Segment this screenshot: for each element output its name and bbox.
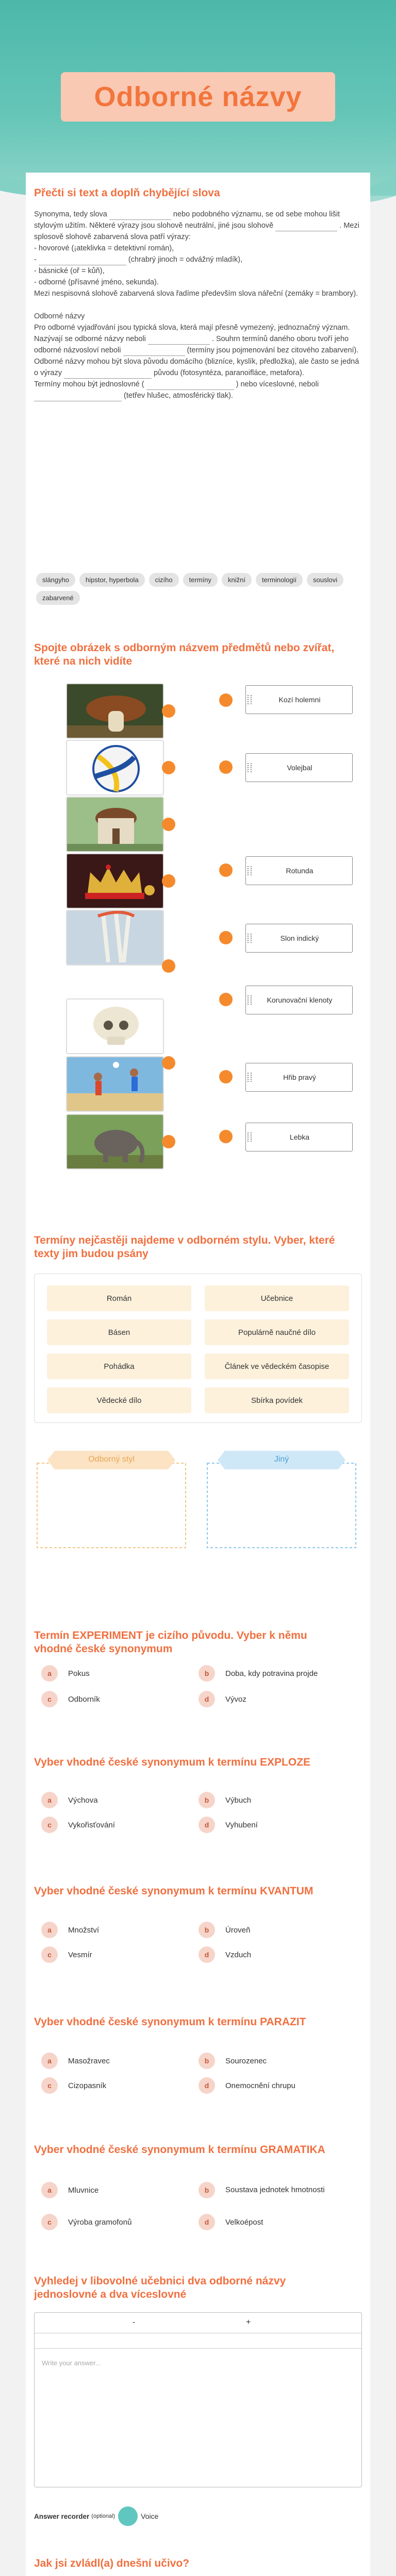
option-d[interactable] — [199, 1817, 258, 1833]
text-span: (tetřev hlušec, atmosférický tlak). — [124, 392, 233, 400]
option-d[interactable] — [199, 2077, 295, 2094]
option-text: Množství — [68, 1925, 100, 1935]
option-text: Vzduch — [225, 1950, 252, 1959]
voice-button-label[interactable]: Voice — [141, 2512, 159, 2520]
option-letter: b — [199, 1792, 215, 1808]
option-a[interactable] — [41, 2182, 98, 2198]
option-letter: d — [199, 2214, 215, 2230]
q3-heading: Vyber vhodné české synonymum k termínu KVANTUM — [34, 1885, 314, 1897]
text-span: (termíny jsou pojmenování bez citového zabarvení). — [187, 346, 359, 354]
answer-input[interactable] — [35, 2349, 361, 2487]
elephant-image — [66, 1114, 164, 1170]
match-dot-right[interactable] — [219, 1130, 233, 1143]
option-text: Velkoépost — [225, 2217, 263, 2227]
option-text: Vyhubení — [225, 1820, 258, 1829]
option-text: Soustava jednotek hmotnosti — [225, 2185, 325, 2194]
text-span: - odborné (přísavné jméno, sekunda). — [34, 278, 159, 286]
option-letter: d — [199, 1691, 215, 1707]
option-letter: b — [199, 2053, 215, 2069]
section-3-heading: Termíny nejčastěji najdeme v odborném stylu. Vyber, které texty jim budou psány — [34, 1234, 335, 1260]
match-dot-right[interactable] — [219, 863, 233, 877]
crown-jewels-image — [66, 853, 164, 909]
ball-image — [66, 740, 164, 795]
option-letter: a — [41, 1665, 58, 1682]
option-b[interactable] — [199, 2182, 353, 2198]
answer-label: Lebka — [289, 1133, 310, 1141]
option-text: Pokus — [68, 1669, 90, 1678]
option-letter: b — [199, 1665, 215, 1682]
recorder-label: Answer recorder — [34, 2512, 90, 2520]
option-letter: b — [199, 1922, 215, 1938]
option-c[interactable] — [41, 2077, 106, 2094]
text-span: Termíny mohou být jednoslovné ( — [34, 380, 144, 388]
option-letter: a — [41, 1922, 58, 1938]
title-banner — [61, 72, 335, 122]
rotunda-image — [66, 796, 164, 852]
q7-heading: Jak jsi zvládl(a) dnešní učivo? — [34, 2557, 190, 2569]
column-plus: + — [246, 2318, 251, 2327]
option-text: Odborník — [68, 1694, 100, 1704]
word-chip[interactable]: souslovi — [307, 573, 343, 587]
section-1-heading: Přečti si text a doplň chybějící slova — [34, 187, 220, 199]
option-d[interactable] — [199, 1691, 246, 1707]
option-a[interactable] — [41, 1665, 90, 1682]
microphone-icon[interactable] — [118, 2506, 138, 2526]
text-span: Odborné názvy — [34, 312, 85, 320]
option-letter: c — [41, 1946, 58, 1963]
answer-table-row — [35, 2333, 361, 2349]
q2-heading: Vyber vhodné české synonymum k termínu EXPLOZE — [34, 1756, 311, 1768]
option-c[interactable] — [41, 1691, 100, 1707]
text-span: ) nebo víceslovné, neboli — [236, 380, 319, 388]
sort-item[interactable]: Pohádka — [47, 1353, 191, 1379]
answer-placeholder: Write your answer... — [42, 2359, 101, 2367]
word-chip[interactable]: cizího — [149, 573, 179, 587]
word-chip[interactable]: knižní — [222, 573, 252, 587]
match-dot-right[interactable] — [219, 1070, 233, 1083]
option-letter: b — [199, 2182, 215, 2198]
answer-label: Kozí holemni — [278, 696, 321, 704]
gap-blank[interactable] — [64, 371, 152, 379]
option-b[interactable] — [199, 2053, 267, 2069]
gap-blank[interactable] — [146, 383, 234, 390]
gap-blank[interactable] — [275, 224, 337, 231]
option-text: Sourozenec — [225, 2056, 267, 2065]
option-text: Masožravec — [68, 2056, 110, 2065]
answer-label: Volejbal — [287, 764, 312, 772]
match-dot-left[interactable] — [162, 1135, 175, 1148]
match-dot-right[interactable] — [219, 693, 233, 707]
bin-jiny[interactable] — [204, 1448, 359, 1550]
word-chip[interactable]: termíny — [183, 573, 218, 587]
option-text: Vesmír — [68, 1950, 92, 1959]
drag-handle[interactable] — [248, 1073, 252, 1082]
option-text: Cizopasník — [68, 2081, 107, 2090]
option-text: Úroveň — [225, 1925, 251, 1935]
section-1-text — [34, 209, 360, 401]
q5-heading: Vyber vhodné české synonymum k termínu GRAMATIKA — [34, 2144, 325, 2156]
option-d[interactable] — [199, 2214, 263, 2230]
answer-card[interactable] — [245, 753, 353, 782]
answer-card[interactable] — [245, 856, 353, 885]
mushroom-image — [66, 683, 164, 739]
answer-card[interactable] — [245, 685, 353, 714]
text-span: . Souhrn termínů daného oboru tvoří jeho odborné názvosloví neboli — [34, 335, 349, 354]
answer-table-header — [35, 2313, 361, 2333]
answer-label: Rotunda — [286, 867, 314, 875]
option-text: Výbuch — [225, 1795, 252, 1805]
sort-item[interactable]: Sbírka povídek — [205, 1387, 349, 1413]
option-c[interactable] — [41, 2214, 131, 2230]
volleyball-players-image — [66, 1056, 164, 1112]
word-chip[interactable]: terminologií — [256, 573, 303, 587]
option-a[interactable] — [41, 1792, 98, 1808]
option-letter: d — [199, 1817, 215, 1833]
answer-label: Hřib pravý — [283, 1073, 316, 1081]
option-letter: a — [41, 2182, 58, 2198]
text-span: Pro odborné vyjadřování jsou typická slova, která mají přesně vymezený, jednoznačný význam. Nazývají se odborné názvy neboli — [34, 324, 350, 343]
answer-area — [34, 2312, 362, 2487]
option-letter: a — [41, 1792, 58, 1808]
sort-items-box — [34, 1274, 362, 1423]
option-c[interactable] — [41, 1946, 92, 1963]
option-letter: c — [41, 1817, 58, 1833]
drag-handle[interactable] — [248, 695, 252, 704]
word-chip[interactable]: hipstor, hyperbola — [79, 573, 145, 587]
sort-item[interactable]: Básen — [47, 1319, 191, 1345]
text-span: - hovorové (¡ateklivka = detektivní román), — [34, 244, 174, 252]
text-span: nebo podobného významu, se od sebe mohou lišit stylovým užitím. Některé výrazy jsou slohově neutrální, jiné jsou slohově — [34, 210, 340, 230]
match-dot-left[interactable] — [162, 1056, 175, 1070]
word-chip[interactable]: zabarvené — [36, 591, 80, 605]
text-span: Synonyma, tedy slova — [34, 210, 107, 218]
leg-skeleton-image — [66, 910, 164, 965]
option-text: Vývoz — [225, 1694, 246, 1704]
text-span: - — [34, 256, 37, 264]
option-a[interactable] — [41, 2053, 110, 2069]
gap-blank[interactable] — [123, 349, 185, 356]
answer-card[interactable] — [245, 1063, 353, 1092]
option-letter: d — [199, 2077, 215, 2094]
drag-handle[interactable] — [248, 1132, 252, 1142]
option-letter: d — [199, 1946, 215, 1963]
text-span: Mezi nespisovná slohově zabarvená slova řadíme především slova nářeční (zemáky = brambory). — [34, 290, 358, 298]
sort-item[interactable]: Vědecké dílo — [47, 1387, 191, 1413]
answer-label: Slon indický — [280, 934, 319, 942]
bin-label: Odborný styl — [88, 1455, 135, 1464]
option-text: Výchova — [68, 1795, 98, 1805]
recorder-optional: (optional) — [91, 2513, 116, 2519]
text-span: Odborné názvy mohou být slova původu domácího (blizníce, kyslík, předložka), ale často se jedná o výrazy — [34, 358, 359, 377]
match-dot-left[interactable] — [162, 704, 175, 718]
sort-item[interactable]: Učebnice — [205, 1285, 349, 1311]
gap-blank[interactable] — [39, 258, 126, 265]
skull-image — [66, 998, 164, 1054]
text-span: . Mezi splosově slohově zabarvená slova patří výrazy: — [34, 222, 359, 241]
answer-recorder — [34, 2506, 158, 2526]
q1-heading: Termín EXPERIMENT je cizího původu. Vyber k němu vhodné české synonymum — [34, 1630, 307, 1655]
drag-handle[interactable] — [248, 866, 252, 875]
q4-heading: Vyber vhodné české synonymum k termínu PARAZIT — [34, 2016, 306, 2028]
answer-card[interactable] — [245, 924, 353, 953]
option-letter: c — [41, 2077, 58, 2094]
option-b[interactable] — [199, 1665, 318, 1682]
match-dot-left[interactable] — [162, 874, 175, 888]
answer-card[interactable] — [245, 1123, 353, 1151]
option-d[interactable] — [199, 1946, 251, 1963]
sort-item[interactable]: Román — [47, 1285, 191, 1311]
bin-odborny[interactable] — [34, 1448, 189, 1550]
match-dot-right[interactable] — [219, 760, 233, 774]
drag-handle[interactable] — [248, 995, 252, 1005]
option-text: Vykořisťování — [68, 1820, 115, 1829]
text-span: (chrabrý jinoch = odvážný mladík), — [128, 256, 243, 264]
match-dot-right[interactable] — [219, 993, 233, 1006]
option-c[interactable] — [41, 1817, 115, 1833]
match-dot-right[interactable] — [219, 931, 233, 944]
gap-blank[interactable] — [109, 213, 171, 220]
sort-item[interactable]: Populárně naučné dílo — [205, 1319, 349, 1345]
option-letter: c — [41, 2214, 58, 2230]
word-chip[interactable]: slángyho — [36, 573, 75, 587]
answer-label: Korunovační klenoty — [267, 996, 333, 1004]
option-a[interactable] — [41, 1922, 99, 1938]
drag-handle[interactable] — [248, 763, 252, 772]
option-text: Onemocnění chrupu — [225, 2081, 295, 2090]
match-dot-left[interactable] — [162, 761, 175, 774]
option-b[interactable] — [199, 1922, 250, 1938]
option-b[interactable] — [199, 1792, 251, 1808]
option-letter: a — [41, 2053, 58, 2069]
q6-heading: Vyhledej v libovolné učebnici dva odborné názvy jednoslovné a dva víceslovné — [34, 2275, 286, 2300]
bin-label: Jiný — [274, 1455, 289, 1464]
option-text: Mluvnice — [68, 2185, 99, 2195]
section-2-heading: Spojte obrázek s odborným názvem předmětů nebo zvířat, které na nich vidíte — [34, 642, 335, 667]
sort-item[interactable]: Článek ve vědeckém časopise — [205, 1353, 349, 1379]
word-bank — [36, 573, 345, 605]
text-span: - básnické (oř = kůň), — [34, 267, 105, 275]
answer-card[interactable] — [245, 986, 353, 1014]
option-text: Doba, kdy potravina projde — [225, 1669, 318, 1678]
option-text: Výroba gramofonů — [68, 2217, 132, 2227]
option-letter: c — [41, 1691, 58, 1707]
column-minus: - — [133, 2318, 136, 2327]
match-dot-left[interactable] — [162, 818, 175, 831]
match-dot-left[interactable] — [162, 959, 175, 973]
gap-blank[interactable] — [34, 394, 122, 401]
drag-handle[interactable] — [248, 934, 252, 943]
gap-blank[interactable] — [148, 337, 210, 345]
page-title: Odborné názvy — [94, 81, 302, 112]
text-span: původu (fotosyntéza, paranoifláce, metafora). — [154, 369, 304, 377]
